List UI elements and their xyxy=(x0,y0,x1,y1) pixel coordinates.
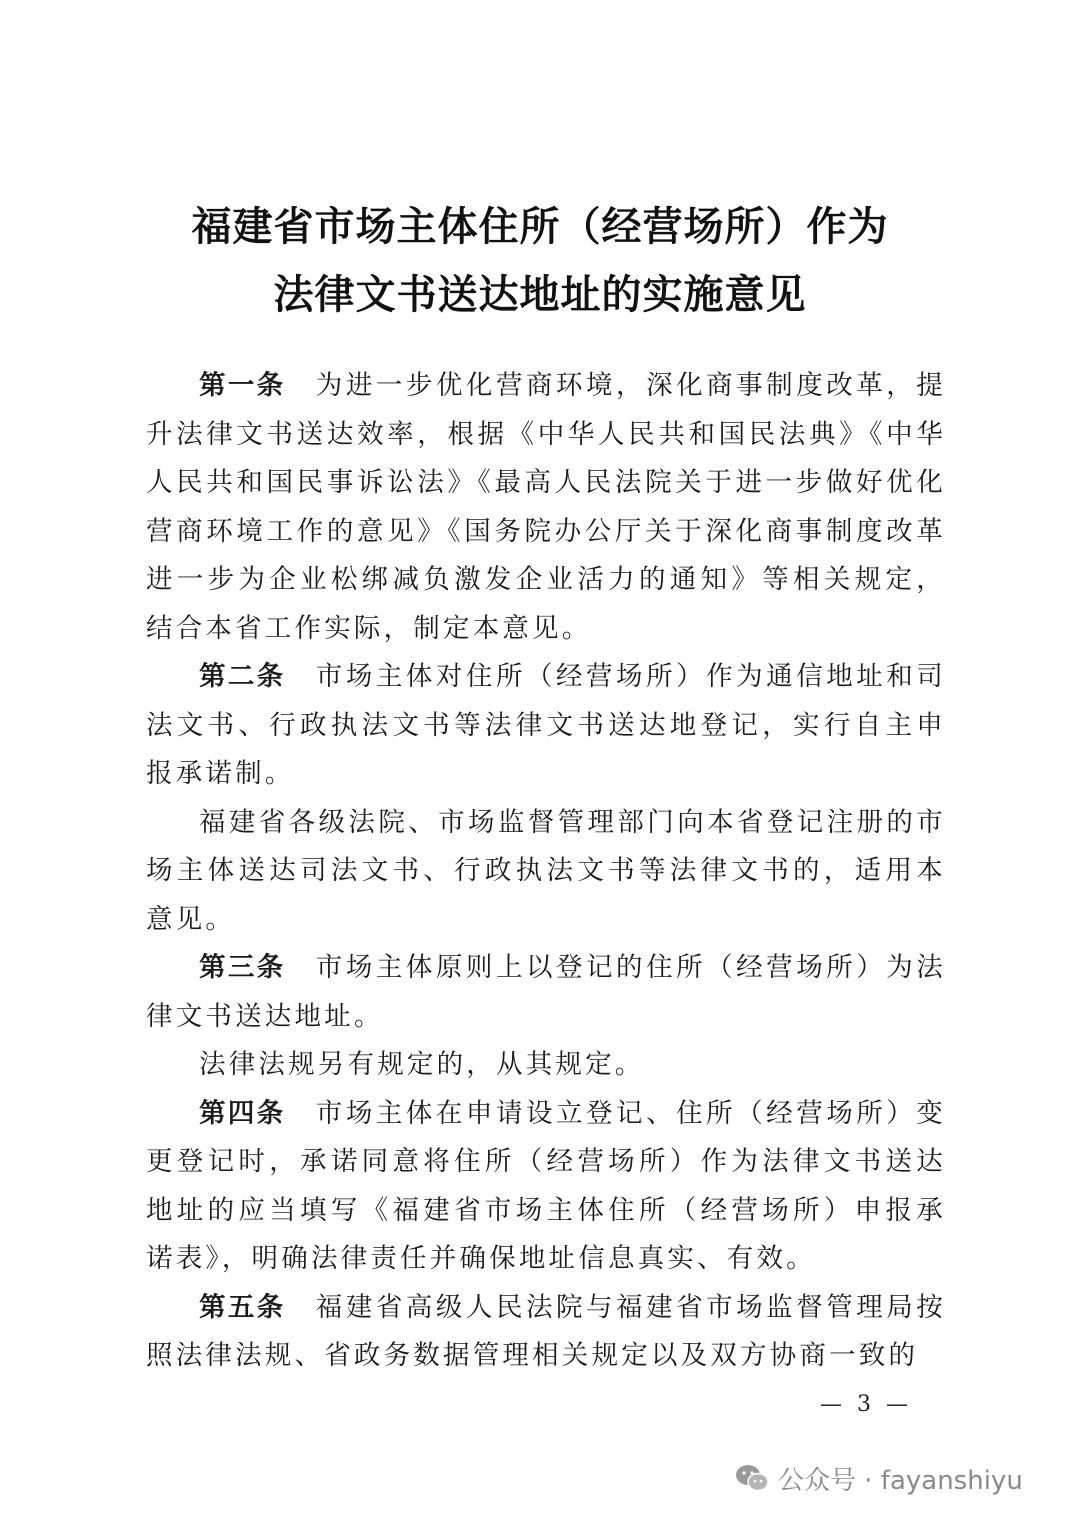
document-body xyxy=(146,362,946,1381)
paragraph xyxy=(146,1041,946,1090)
document-title-line2: 法律文书送达地址的实施意见 xyxy=(273,272,807,318)
paragraph xyxy=(146,1090,946,1284)
paragraph-text: 福建省高级人民法院与福建省市场监督管理局按照法律法规、省政务数据管理相关规定以及双方协商一致的 xyxy=(146,1291,947,1371)
paragraph-text: 市场主体在申请设立登记、住所（经营场所）变更登记时，承诺同意将住所（经营场所）作为法律文书送达地址的应当填写《福建省市场主体住所（经营场所）申报承诺表》，明确法律责任并确保地址信息真实、有效。 xyxy=(146,1097,947,1274)
watermark-text: 公众号 · fayanshiyu xyxy=(778,1465,1023,1496)
document-title-line1: 福建省市场主体住所（经营场所）作为 xyxy=(191,204,889,250)
article-label: 第二条 xyxy=(199,661,286,692)
paragraph xyxy=(146,362,946,653)
paragraph-text: 法律法规另有规定的，从其规定。 xyxy=(199,1049,645,1080)
paragraph-text: 为进一步优化营商环境，深化商事制度改革，提升法律文书送达效率，根据《中华人民共和国民法典》《中华人民共和国民事诉讼法》《最高人民法院关于进一步做好优化营商环境工作的意见》《国务院办公厅关于深化商事制度改革进一步为企业松绑减负激发企业活力的通知》等相关规定，结合本省工作实际，制定本意见。 xyxy=(146,370,947,644)
paragraph xyxy=(146,799,946,945)
paragraph xyxy=(146,653,946,799)
paragraph-text: 市场主体原则上以登记的住所（经营场所）为法律文书送达地址。 xyxy=(146,952,947,1032)
paragraph xyxy=(146,1284,946,1381)
article-label: 第四条 xyxy=(199,1097,286,1129)
paragraph xyxy=(146,944,946,1041)
article-label: 第五条 xyxy=(199,1291,286,1323)
page-number: — 3 — xyxy=(820,1392,912,1417)
wechat-icon xyxy=(734,1463,770,1493)
watermark xyxy=(734,1458,1023,1498)
paragraph-text: 市场主体对住所（经营场所）作为通信地址和司法文书、行政执法文书等法律文书送达地登记，实行自主申报承诺制。 xyxy=(146,661,947,789)
paragraph-text: 福建省各级法院、市场监督管理部门向本省登记注册的市场主体送达司法文书、行政执法文书等法律文书的，适用本意见。 xyxy=(146,806,946,935)
article-label: 第一条 xyxy=(199,370,286,401)
article-label: 第三条 xyxy=(199,952,286,983)
